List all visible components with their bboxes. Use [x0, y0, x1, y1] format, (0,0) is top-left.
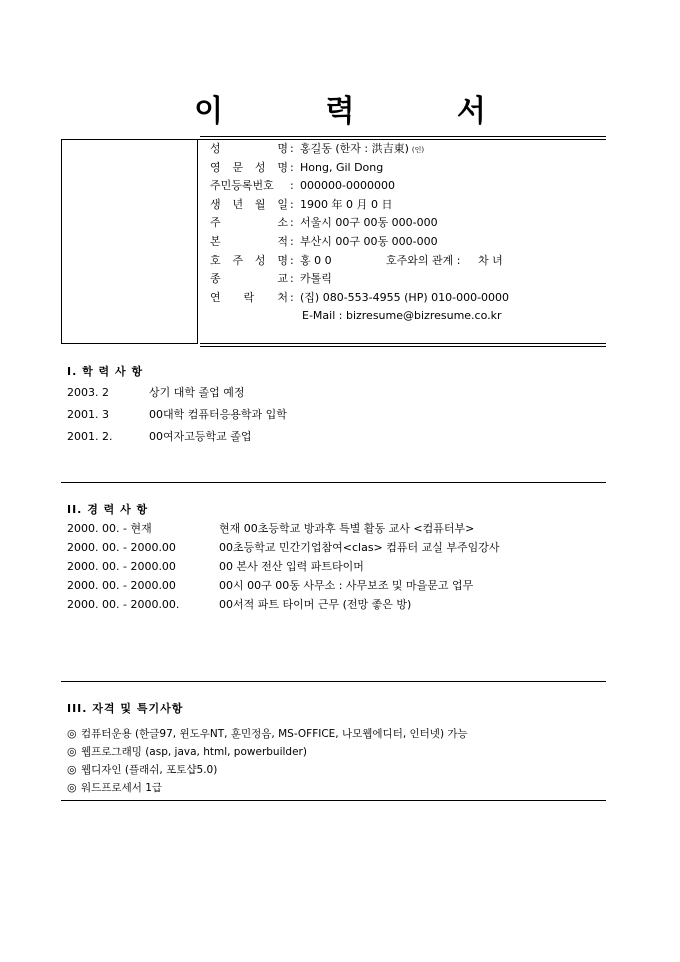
profile-value: (집) 080-553-4955 (HP) 010-000-0000 [300, 290, 510, 304]
profile-row-id-number: 주민등록번호 : 000000-0000000 [210, 177, 610, 196]
header-rule-bottom-2 [200, 346, 606, 347]
email-value: E-Mail : bizresume@bizresume.co.kr [302, 309, 502, 323]
bullet-icon: ◎ [67, 745, 77, 758]
education-date: 2001. 3 [67, 408, 109, 421]
profile-label: 본 적 [210, 234, 288, 248]
profile-row-email [210, 307, 610, 326]
profile-row-address: 주 소 : 서울시 00구 00동 000-000 [210, 214, 610, 233]
career-date: 2000. 00. - 현재 [67, 522, 152, 535]
profile-value: 카톨릭 [300, 272, 332, 286]
profile-label: 영 문 성 명 [210, 160, 288, 174]
profile-row-contact: 연 락 처 : (집) 080-553-4955 (HP) 010-000-0000 [210, 289, 610, 308]
profile-label: 생 년 월 일 [210, 197, 288, 211]
profile-label: 성 명 [210, 142, 288, 155]
profile-value: 서울시 00구 00동 000-000 [300, 216, 438, 230]
profile-value: 1900 年 0 月 0 日 [300, 197, 393, 211]
profile-row-birthdate: 생 년 월 일 : 1900 年 0 月 0 日 [210, 196, 610, 215]
skill-item [67, 743, 307, 761]
skill-text: 웹디자인 (플래쉬, 포토샵5.0) [81, 764, 218, 776]
career-date: 2000. 00. - 2000.00 [67, 541, 176, 554]
skill-item [67, 761, 217, 779]
profile-value: 부산시 00구 00동 000-000 [300, 234, 438, 248]
education-desc: 00여자고등학교 졸업 [149, 430, 252, 443]
skill-text: 컴퓨터운용 (한글97, 윈도우NT, 훈민정음, MS-OFFICE, 나모웹에디터, 인터넷) 가능 [81, 728, 468, 740]
skill-item [67, 725, 468, 743]
career-desc: 00초등학교 민간기업참여<clas> 컴퓨터 교실 부주임강사 [219, 541, 500, 554]
education-desc: 상기 대학 졸업 예정 [149, 386, 245, 399]
profile-label: 주 소 [210, 216, 288, 230]
career-desc: 00시 00구 00동 사무소 : 사무보조 및 마을문고 업무 [219, 579, 474, 592]
career-desc: 현재 00초등학교 방과후 특별 활동 교사 <컴퓨터부> [219, 522, 475, 535]
career-date: 2000. 00. - 2000.00. [67, 598, 180, 611]
profile-label: 호 주 성 명 [210, 253, 288, 267]
relation-value: 차 녀 [478, 253, 503, 267]
skill-item [67, 779, 162, 797]
document-title: 이 력 서 [194, 94, 532, 129]
header-rule-bottom [200, 343, 606, 344]
education-desc: 00대학 컴퓨터응용학과 입학 [149, 408, 287, 421]
profile-value: 000000-0000000 [300, 179, 395, 193]
seal-mark: (인) [411, 146, 425, 154]
photo-placeholder [61, 139, 198, 344]
education-date: 2001. 2. [67, 430, 113, 443]
profile-label: 주민등록번호 [210, 179, 274, 193]
skill-text: 웹프로그래밍 (asp, java, html, powerbuilder) [81, 746, 307, 758]
bullet-icon: ◎ [67, 781, 77, 794]
section-divider [61, 482, 606, 483]
skills-section-title: III. 자격 및 특기사항 [67, 702, 184, 715]
career-section-title: II. 경 력 사 항 [67, 503, 149, 516]
profile-row-religion: 종 교 : 카톨릭 [210, 270, 610, 289]
education-section-title: I. 학 력 사 항 [67, 365, 144, 378]
profile-row-english-name: 영 문 성 명 : Hong, Gil Dong [210, 159, 610, 178]
profile-row-registered-domicile: 본 적 : 부산시 00구 00동 000-000 [210, 233, 610, 252]
profile-value: 홍 0 0 [300, 253, 332, 267]
relation-label: 호주와의 관계 : [386, 253, 461, 267]
section-divider [61, 681, 606, 682]
profile-row-household-head: 호 주 성 명 : 홍 0 0 호주와의 관계 : 차 녀 [210, 252, 610, 271]
profile-row-name: 성 명 : 홍길동 (한자 : 洪吉東) (인) [210, 140, 610, 159]
profile-value: 홍길동 (한자 : 洪吉東) [300, 142, 409, 155]
bullet-icon: ◎ [67, 763, 77, 776]
career-desc: 00서적 파트 타이머 근무 (전망 좋은 방) [219, 598, 412, 611]
career-desc: 00 본사 전산 입력 파트타이머 [219, 560, 364, 573]
skill-text: 워드프로세서 1급 [81, 782, 163, 794]
career-date: 2000. 00. - 2000.00 [67, 560, 176, 573]
profile-label: 연 락 처 [210, 290, 288, 304]
section-divider [61, 800, 606, 801]
header-rule-top [200, 136, 606, 137]
bullet-icon: ◎ [67, 727, 77, 740]
career-date: 2000. 00. - 2000.00 [67, 579, 176, 592]
profile-value: Hong, Gil Dong [300, 160, 384, 174]
education-date: 2003. 2 [67, 386, 109, 399]
profile-info [210, 140, 610, 326]
profile-label: 종 교 [210, 272, 288, 286]
